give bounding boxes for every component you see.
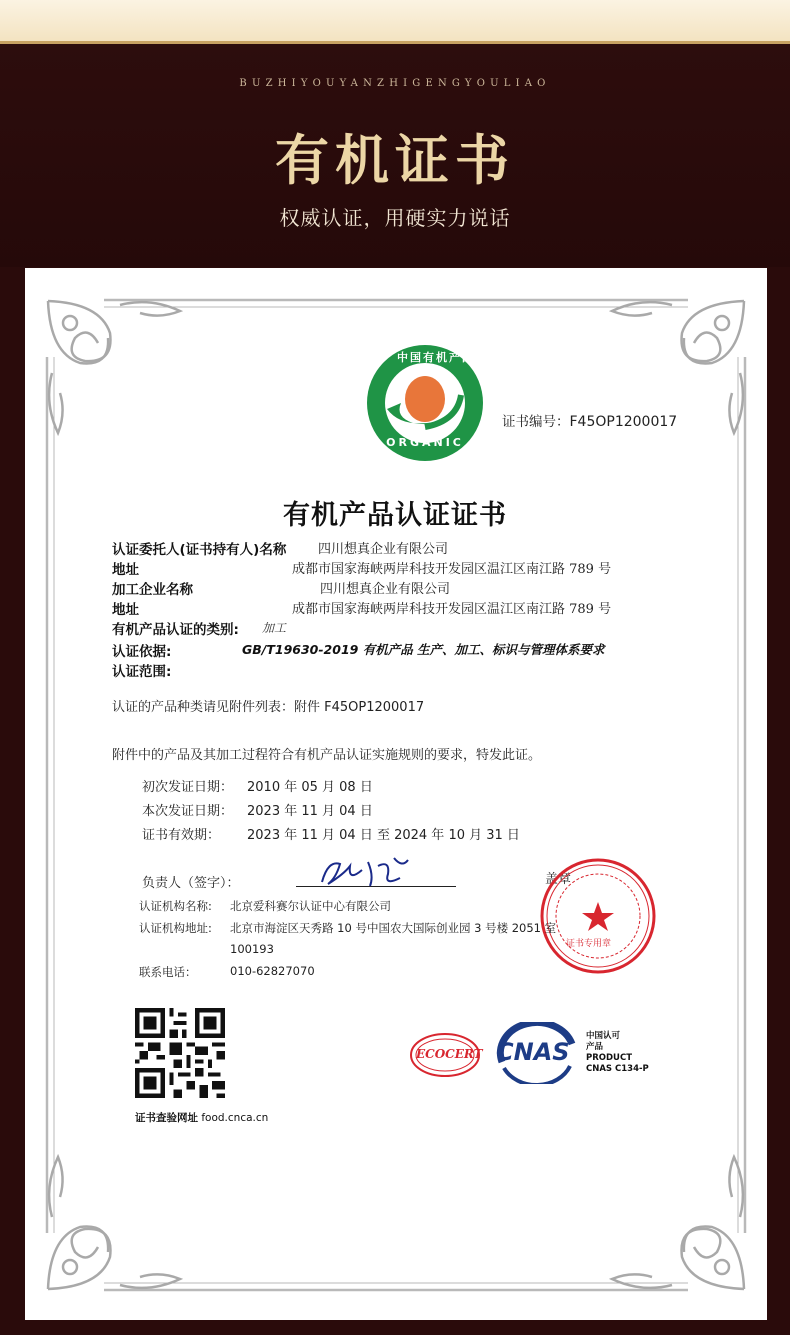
certification-statement: 附件中的产品及其加工过程符合有机产品认证实施规则的要求，特发此证。 — [112, 748, 542, 763]
certificate-title: 有机产品认证证书 — [283, 500, 507, 531]
cert-number: F45OP1200017 — [569, 414, 678, 430]
cnas-logo-text: CNAS — [496, 1038, 570, 1066]
client-label: 认证委托人(证书持有人)名称 — [112, 542, 287, 558]
address1-label: 地址 — [112, 562, 139, 578]
org-address-value: 北京市海淀区天秀路 10 号中国农大国际创业园 3 号楼 2051 室 — [230, 921, 557, 935]
cnas-side-line-3: PRODUCT — [586, 1053, 632, 1063]
validity-label: 证书有效期： — [142, 828, 221, 843]
current-issue-value: 2023 年 11 月 04 日 — [247, 804, 373, 819]
org-postcode: 100193 — [230, 942, 274, 956]
category-value: 加工 — [262, 621, 287, 635]
processor-label: 加工企业名称 — [112, 582, 193, 598]
cnas-side-line-4: CNAS C134-P — [586, 1064, 649, 1074]
page-title: 有机证书 — [275, 128, 515, 192]
attachment-note: 认证的产品种类请见附件列表：附件 F45OP1200017 — [112, 700, 425, 715]
address2-value: 成都市国家海峡两岸科技开发园区温江区南江路 789 号 — [292, 602, 612, 617]
verify-url: food.cnca.cn — [201, 1112, 269, 1124]
current-issue-label: 本次发证日期： — [142, 804, 234, 819]
ecocert-logo-text: ECOCERT — [416, 1047, 483, 1061]
category-label: 有机产品认证的类别: — [112, 622, 239, 638]
basis-value: GB/T19630-2019 有机产品 生产、加工、标识与管理体系要求 — [242, 642, 605, 657]
signature-icon — [318, 852, 414, 892]
first-issue-value: 2010 年 05 月 08 日 — [247, 780, 373, 795]
page-tagline: 权威认证，用硬实力说话 — [279, 206, 511, 230]
responsible-label: 负责人（签字）： — [142, 876, 240, 891]
org-name-value: 北京爱科赛尔认证中心有限公司 — [230, 899, 391, 913]
organic-logo-bottom-text: ORGANIC — [386, 436, 464, 449]
seal-inner-text: 证书专用章 — [566, 939, 612, 949]
seal-label: 盖章 — [545, 872, 572, 887]
first-issue-label: 初次发证日期： — [142, 780, 234, 795]
client-value: 四川想真企业有限公司 — [318, 542, 449, 557]
qr-code-icon — [135, 1008, 225, 1098]
organic-logo-top-text: 中国有机产品 — [397, 351, 475, 364]
address2-label: 地址 — [112, 602, 139, 618]
org-address-label: 认证机构地址: — [139, 921, 212, 935]
validity-value: 2023 年 11 月 04 日 至 2024 年 10 月 31 日 — [247, 828, 520, 843]
cnas-side-line-2: 产品 — [586, 1042, 604, 1052]
basis-label: 认证依据: — [112, 644, 172, 660]
phone-label: 联系电话： — [139, 965, 197, 979]
red-seal-stamp-icon — [538, 856, 658, 976]
cert-number-label: 证书编号： — [502, 414, 570, 430]
phone-value: 010-62827070 — [230, 964, 315, 978]
scope-label: 认证范围: — [112, 664, 172, 680]
address1-value: 成都市国家海峡两岸科技开发园区温江区南江路 789 号 — [292, 562, 612, 577]
cnas-side-line-1: 中国认可 — [586, 1031, 621, 1041]
verify-label: 证书查验网址 — [135, 1112, 198, 1124]
org-name-label: 认证机构名称: — [139, 899, 212, 913]
processor-value: 四川想真企业有限公司 — [320, 582, 451, 597]
top-gold-band — [0, 0, 790, 44]
header-subtitle-en: BUZHIYOUYANZHIGENGYOULIAO — [239, 78, 551, 89]
